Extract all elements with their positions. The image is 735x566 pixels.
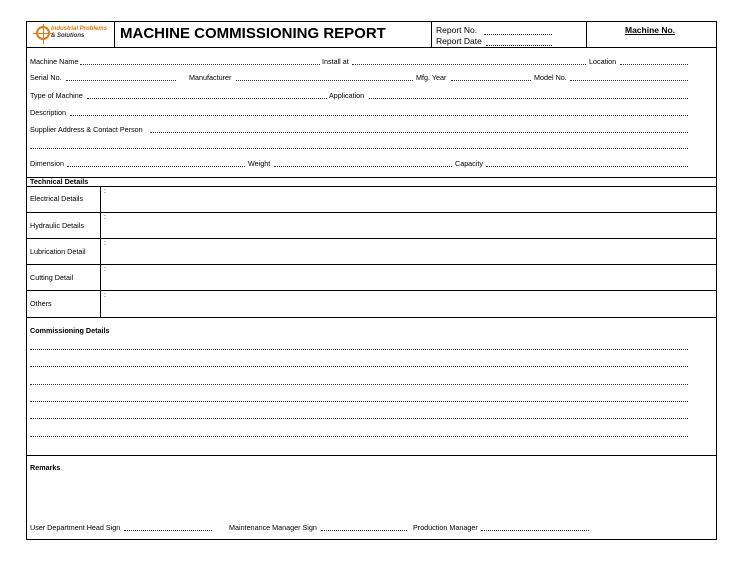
logo-text-line2: & Solutions [51, 33, 85, 39]
user-head-sign-field[interactable] [124, 530, 212, 531]
serial-no-label: Serial No. [30, 73, 62, 82]
production-manager-field[interactable] [481, 530, 589, 531]
supplier-field-line1[interactable] [150, 132, 688, 133]
technical-row-hydraulic: Hydraulic Details [30, 221, 84, 230]
weight-label: Weight [248, 159, 271, 168]
company-logo [31, 25, 113, 45]
report-date-field[interactable] [486, 45, 552, 46]
serial-no-field[interactable] [66, 80, 176, 81]
manufacturer-label: Manufacturer [189, 73, 232, 82]
dimension-label: Dimension [30, 159, 64, 168]
header-divider-1 [114, 21, 115, 47]
install-at-field[interactable] [352, 64, 586, 65]
header-divider-2 [431, 21, 432, 47]
commissioning-bottom-line [26, 455, 717, 456]
description-field[interactable] [70, 115, 688, 116]
manufacturer-field[interactable] [236, 80, 413, 81]
user-head-sign-label: User Department Head Sign [30, 523, 121, 532]
report-title: MACHINE COMMISSIONING REPORT [120, 25, 386, 42]
application-label: Application [329, 91, 365, 100]
description-label: Description [30, 108, 66, 117]
dimension-field[interactable] [67, 166, 245, 167]
commissioning-line-4[interactable] [30, 401, 688, 402]
remarks-heading: Remarks [30, 463, 61, 472]
report-no-label: Report No. [436, 25, 478, 35]
technical-row-electrical: Electrical Details [30, 194, 84, 203]
technical-colon-electrical: : [104, 186, 106, 195]
capacity-label: Capacity [455, 159, 483, 168]
cutting-detail-field[interactable] [101, 265, 716, 289]
technical-heading: Technical Details [30, 177, 89, 186]
logo-text-line1: Industrial Problems [51, 26, 108, 32]
model-no-field[interactable] [570, 80, 688, 81]
report-date-label: Report Date [436, 36, 482, 46]
capacity-field[interactable] [486, 166, 688, 167]
application-field[interactable] [369, 98, 688, 99]
supplier-field-line2[interactable] [30, 148, 688, 149]
commissioning-line-3[interactable] [30, 384, 688, 385]
commissioning-heading: Commissioning Details [30, 326, 110, 335]
technical-colon-cutting: : [104, 264, 106, 273]
others-field[interactable] [101, 291, 716, 316]
weight-field[interactable] [274, 166, 452, 167]
commissioning-line-5[interactable] [30, 418, 688, 419]
remarks-field[interactable] [27, 474, 716, 516]
supplier-label: Supplier Address & Contact Person [30, 125, 143, 134]
technical-top-line [26, 177, 717, 178]
technical-row-lubrication: Lubrication Detail [30, 247, 86, 256]
machine-name-label: Machine Name [30, 57, 79, 66]
lubrication-detail-field[interactable] [101, 239, 716, 263]
technical-colon-hydraulic: : [104, 212, 106, 221]
maintenance-sign-label: Maintenance Manager Sign [229, 523, 317, 532]
maintenance-sign-field[interactable] [321, 530, 407, 531]
technical-row-cutting: Cutting Detail [30, 273, 74, 282]
report-no-field[interactable] [484, 34, 552, 35]
model-no-label: Model No. [534, 73, 567, 82]
commissioning-line-6[interactable] [30, 436, 688, 437]
commissioning-line-2[interactable] [30, 366, 688, 367]
hydraulic-details-field[interactable] [101, 213, 716, 237]
install-at-label: Install at [322, 57, 349, 66]
location-field[interactable] [620, 64, 688, 65]
mfg-year-label: Mfg. Year [416, 73, 447, 82]
header-bottom-line [26, 47, 717, 48]
commissioning-line-1[interactable] [30, 349, 688, 350]
machine-no-label: Machine No. [625, 25, 676, 35]
logo-crosshair-v [43, 24, 44, 44]
mfg-year-field[interactable] [451, 80, 531, 81]
electrical-details-field[interactable] [101, 187, 716, 211]
machine-name-field[interactable] [80, 64, 320, 65]
type-of-machine-label: Type of Machine [30, 91, 83, 100]
technical-colon-lubrication: : [104, 238, 106, 247]
technical-colon-others: : [104, 290, 106, 299]
type-of-machine-field[interactable] [87, 98, 327, 99]
header-divider-3 [586, 21, 587, 47]
technical-bottom-line [26, 317, 717, 318]
production-manager-label: Production Manager [413, 523, 478, 532]
location-label: Location [589, 57, 617, 66]
technical-row-others: Others [30, 299, 52, 308]
